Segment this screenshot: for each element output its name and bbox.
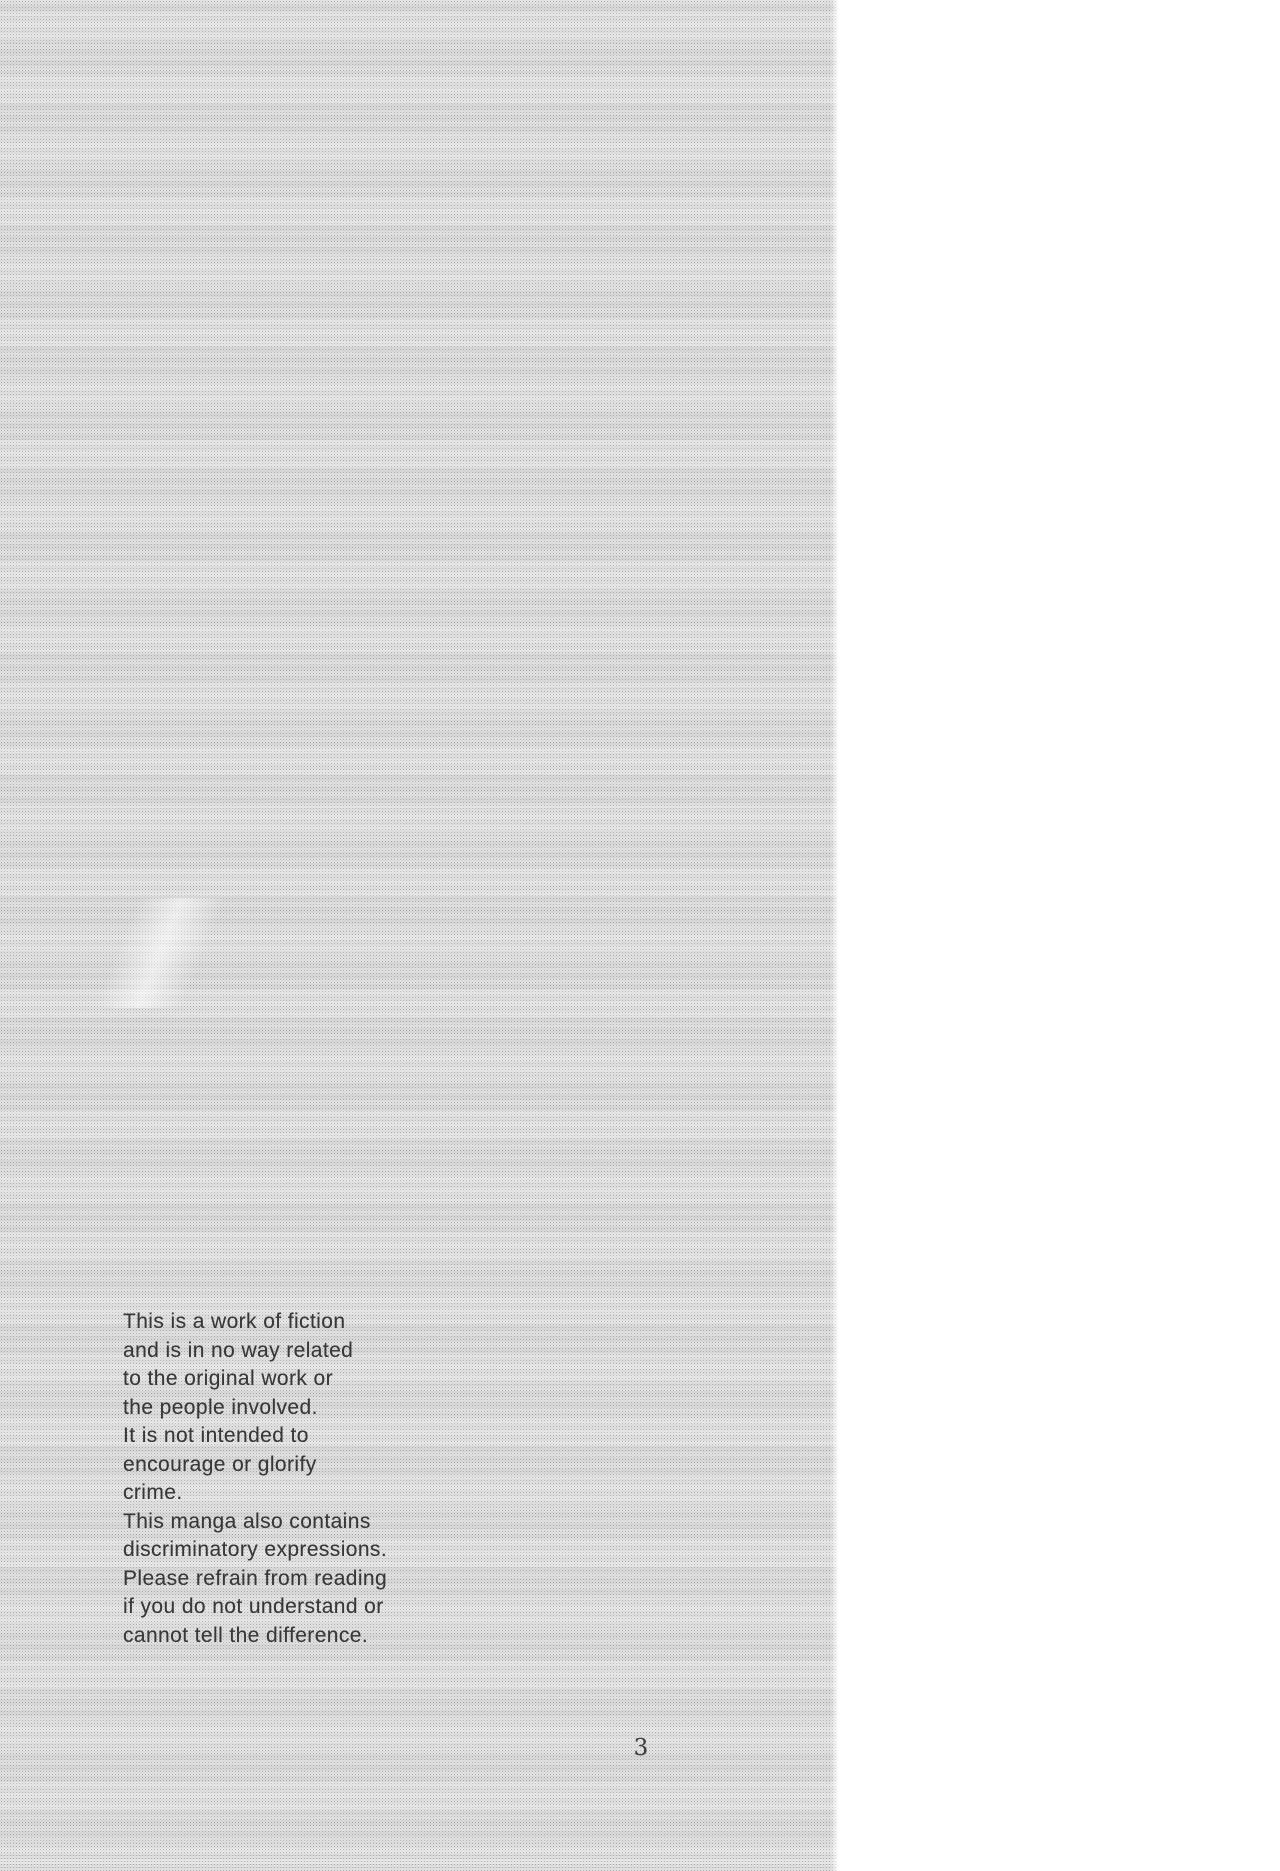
disclaimer-line: This manga also contains — [123, 1509, 371, 1533]
disclaimer-line: It is not intended to — [123, 1424, 309, 1447]
disclaimer-line: encourage or glorify — [123, 1452, 317, 1476]
disclaimer-line: This is a work of fiction — [123, 1310, 346, 1333]
page-number: 3 — [633, 1735, 649, 1761]
disclaimer-line: cannot tell the difference. — [123, 1623, 369, 1647]
disclaimer-line: if you do not understand or — [123, 1595, 384, 1618]
disclaimer-line: the people involved. — [123, 1395, 318, 1419]
page-margin — [838, 0, 1280, 1871]
scan-crease-artifact — [0, 898, 320, 1008]
disclaimer-text-block — [123, 1308, 387, 1650]
disclaimer-line: and is in no way related — [123, 1338, 354, 1362]
disclaimer-line: to the original work or — [123, 1367, 333, 1390]
scan-bottom-edge — [0, 1855, 838, 1871]
disclaimer-line: discriminatory expressions. — [123, 1538, 388, 1561]
disclaimer-line: Please refrain from reading — [123, 1566, 388, 1590]
disclaimer-line: crime. — [123, 1481, 183, 1504]
scan-edge-fade — [831, 0, 838, 1871]
